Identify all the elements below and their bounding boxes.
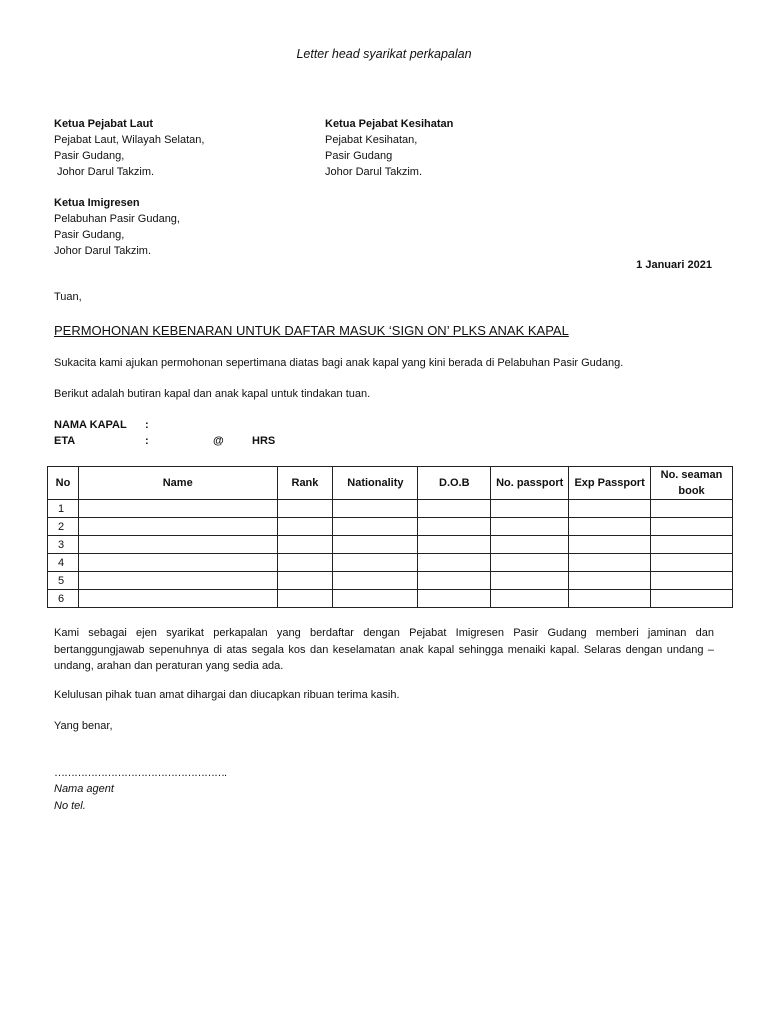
recipient-kesihatan-title: Ketua Pejabat Kesihatan [325,118,454,130]
cell-name[interactable] [78,572,277,590]
cell-passport[interactable] [491,572,569,590]
cell-exp-passport[interactable] [569,500,651,518]
crew-table [47,466,733,608]
col-header-passport-no: No. passport [491,467,569,500]
guarantee-paragraph: Kami sebagai ejen syarikat perkapalan yang berdaftar dengan Pejabat Imigresen Pasir Gudang memberi jaminan dan bertanggungjawab sepenuhnya di atas segala kos dan keselamatan anak kapal sehingga menaiki kapal. Selaras dengan undang – undang, arahan dan peraturan yang sedia ada. [54,627,714,672]
eta-hrs: HRS [252,435,276,447]
cell-nationality[interactable] [333,590,418,608]
intro-paragraph: Sukacita kami ajukan permohonan sepertimana diatas bagi anak kapal yang kini berada di Pelabuhan Pasir Gudang. [54,357,624,369]
recipient-imigresen [54,195,180,259]
thanks-paragraph: Kelulusan pihak tuan amat dihargai dan diucapkan ribuan terima kasih. [54,689,400,701]
col-header-dob: D.O.B [418,467,491,500]
cell-exp-passport[interactable] [569,572,651,590]
row-number: 2 [48,518,79,536]
cell-exp-passport[interactable] [569,518,651,536]
salutation: Tuan, [54,291,82,303]
cell-seaman-book[interactable] [651,554,733,572]
cell-nationality[interactable] [333,518,418,536]
recipient-laut-line: Johor Darul Takzim. [54,166,155,178]
row-number: 6 [48,590,79,608]
cell-nationality[interactable] [333,554,418,572]
cell-dob[interactable] [418,536,491,554]
eta-label: ETA [54,435,76,447]
cell-passport[interactable] [491,590,569,608]
table-row [48,590,733,608]
agent-name: Nama agent [54,783,114,795]
cell-dob[interactable] [418,500,491,518]
recipient-kesihatan [325,116,453,180]
cell-passport[interactable] [491,518,569,536]
row-number: 3 [48,536,79,554]
cell-rank[interactable] [277,590,333,608]
cell-name[interactable] [78,518,277,536]
eta-at: @ [213,435,224,447]
recipient-laut [54,116,204,180]
table-row [48,518,733,536]
recipient-imigresen-line: Pelabuhan Pasir Gudang, [54,213,180,225]
cell-passport[interactable] [491,554,569,572]
cell-seaman-book[interactable] [651,590,733,608]
recipient-laut-line: Pasir Gudang, [54,150,125,162]
cell-dob[interactable] [418,590,491,608]
cell-dob[interactable] [418,554,491,572]
intro-paragraph-details: Berikut adalah butiran kapal dan anak kapal untuk tindakan tuan. [54,388,371,400]
signature-line: ……………………………………………. [54,767,227,779]
cell-rank[interactable] [277,518,333,536]
cell-name[interactable] [78,554,277,572]
vessel-name-colon: : [145,419,149,431]
cell-dob[interactable] [418,518,491,536]
cell-seaman-book[interactable] [651,500,733,518]
cell-nationality[interactable] [333,572,418,590]
cell-exp-passport[interactable] [569,590,651,608]
recipient-laut-line: Pejabat Laut, Wilayah Selatan, [54,134,205,146]
cell-nationality[interactable] [333,536,418,554]
cell-seaman-book[interactable] [651,518,733,536]
cell-name[interactable] [78,500,277,518]
col-header-name: Name [78,467,277,500]
row-number: 4 [48,554,79,572]
table-row [48,554,733,572]
recipient-kesihatan-line: Johor Darul Takzim. [325,166,422,178]
closing-line: Yang benar, [54,720,113,732]
recipient-imigresen-title: Ketua Imigresen [54,197,140,209]
col-header-seaman-book: No. seaman book [651,467,733,500]
col-header-exp-passport: Exp Passport [569,467,651,500]
cell-exp-passport[interactable] [569,554,651,572]
vessel-name-label: NAMA KAPAL [54,419,127,431]
row-number: 5 [48,572,79,590]
recipient-imigresen-line: Pasir Gudang, [54,229,125,241]
cell-rank[interactable] [277,536,333,554]
letter-date: 1 Januari 2021 [636,259,712,271]
recipient-kesihatan-line: Pejabat Kesihatan, [325,134,418,146]
table-row [48,500,733,518]
eta-colon: : [145,435,149,447]
letterhead-title: Letter head syarikat perkapalan [296,47,472,61]
recipient-laut-title: Ketua Pejabat Laut [54,118,154,130]
cell-passport[interactable] [491,500,569,518]
cell-rank[interactable] [277,500,333,518]
cell-dob[interactable] [418,572,491,590]
cell-seaman-book[interactable] [651,536,733,554]
table-row [48,536,733,554]
agent-phone: No tel. [54,800,86,812]
cell-name[interactable] [78,536,277,554]
col-header-rank: Rank [277,467,333,500]
col-header-nationality: Nationality [333,467,418,500]
recipient-imigresen-line: Johor Darul Takzim. [54,245,151,257]
cell-rank[interactable] [277,572,333,590]
recipient-kesihatan-line: Pasir Gudang [325,150,393,162]
table-row [48,572,733,590]
cell-exp-passport[interactable] [569,536,651,554]
cell-name[interactable] [78,590,277,608]
cell-passport[interactable] [491,536,569,554]
cell-rank[interactable] [277,554,333,572]
cell-seaman-book[interactable] [651,572,733,590]
col-header-no: No [48,467,79,500]
subject-line: PERMOHONAN KEBENARAN UNTUK DAFTAR MASUK ‘SIGN ON’ PLKS ANAK KAPAL [54,323,569,338]
row-number: 1 [48,500,79,518]
table-header-row [48,467,733,500]
cell-nationality[interactable] [333,500,418,518]
